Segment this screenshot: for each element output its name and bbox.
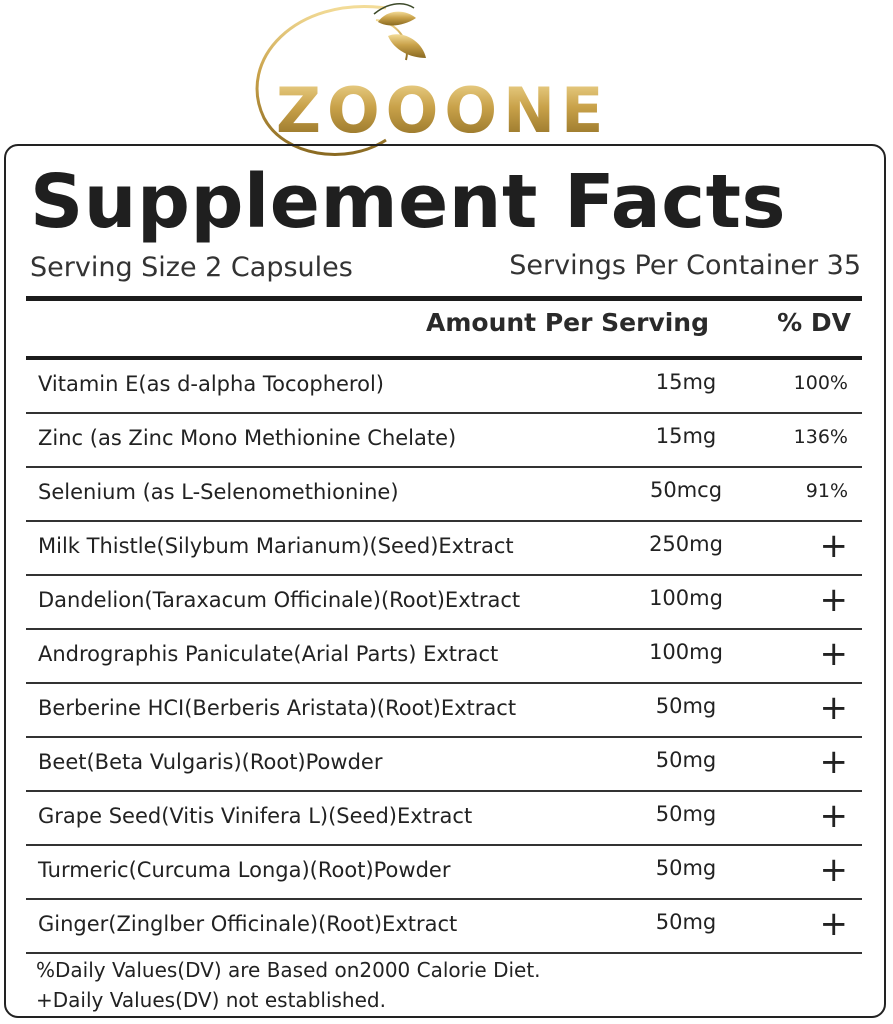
table-row: [26, 576, 862, 630]
table-row: [26, 360, 862, 414]
table-row: [26, 630, 862, 684]
brand-logo: [236, 0, 676, 160]
ingredient-amount: 250mg: [649, 532, 723, 556]
ingredient-dv: 91%: [805, 480, 848, 502]
column-header-dv: % DV: [777, 308, 851, 337]
ingredient-dv: 136%: [793, 426, 848, 448]
ingredient-amount: 100mg: [649, 640, 723, 664]
ingredient-amount: 50mg: [655, 910, 717, 934]
ingredient-name: Beet(Beta Vulgaris)(Root)Powder: [38, 750, 383, 774]
ingredient-table: [26, 360, 862, 954]
dv-not-established-icon: +: [819, 850, 848, 890]
brand-name: ZOOONE: [276, 74, 610, 147]
table-row: [26, 468, 862, 522]
ingredient-name: Milk Thistle(Silybum Marianum)(Seed)Extract: [38, 534, 514, 558]
ingredient-name: Berberine HCI(Berberis Aristata)(Root)Extract: [38, 696, 517, 720]
servings-per-container: Servings Per Container 35: [509, 250, 861, 281]
ingredient-dv: 100%: [793, 372, 848, 394]
table-row: [26, 414, 862, 468]
ingredient-amount: 50mg: [655, 802, 717, 826]
column-header-amount: Amount Per Serving: [426, 308, 709, 337]
dv-not-established-icon: +: [819, 688, 848, 728]
ingredient-amount: 50mg: [655, 748, 717, 772]
ingredient-name: Ginger(Zinglber Officinale)(Root)Extract: [38, 912, 458, 936]
table-row: [26, 846, 862, 900]
ingredient-name: Andrographis Paniculate(Arial Parts) Extract: [38, 642, 499, 666]
table-row: [26, 522, 862, 576]
dv-not-established-icon: +: [819, 796, 848, 836]
table-row: [26, 900, 862, 954]
table-row: [26, 684, 862, 738]
ingredient-name: Dandelion(Taraxacum Officinale)(Root)Extract: [38, 588, 521, 612]
ingredient-amount: 15mg: [655, 424, 717, 448]
dv-not-established-icon: +: [819, 634, 848, 674]
ingredient-amount: 15mg: [655, 370, 717, 394]
ingredient-name: Selenium (as L-Selenomethionine): [38, 480, 399, 504]
table-row: [26, 792, 862, 846]
dv-not-established-icon: +: [819, 742, 848, 782]
dv-not-established-icon: +: [819, 580, 848, 620]
ingredient-amount: 50mg: [655, 694, 717, 718]
ingredient-amount: 50mcg: [649, 478, 723, 502]
footnote-daily-values: %Daily Values(DV) are Based on2000 Calorie Diet.: [36, 958, 541, 982]
divider-thick: [26, 296, 862, 301]
ingredient-name: Zinc (as Zinc Mono Methionine Chelate): [38, 426, 457, 450]
table-row: [26, 738, 862, 792]
ingredient-amount: 100mg: [649, 586, 723, 610]
ingredient-amount: 50mg: [655, 856, 717, 880]
panel-title: Supplement Facts: [30, 159, 787, 245]
dv-not-established-icon: +: [819, 526, 848, 566]
ingredient-name: Grape Seed(Vitis Vinifera L)(Seed)Extract: [38, 804, 473, 828]
ingredient-name: Vitamin E(as d-alpha Tocopherol): [38, 372, 384, 396]
dv-not-established-icon: +: [819, 904, 848, 944]
ingredient-name: Turmeric(Curcuma Longa)(Root)Powder: [38, 858, 451, 882]
footnote-not-established: +Daily Values(DV) not established.: [36, 988, 386, 1012]
serving-size: Serving Size 2 Capsules: [30, 252, 353, 283]
